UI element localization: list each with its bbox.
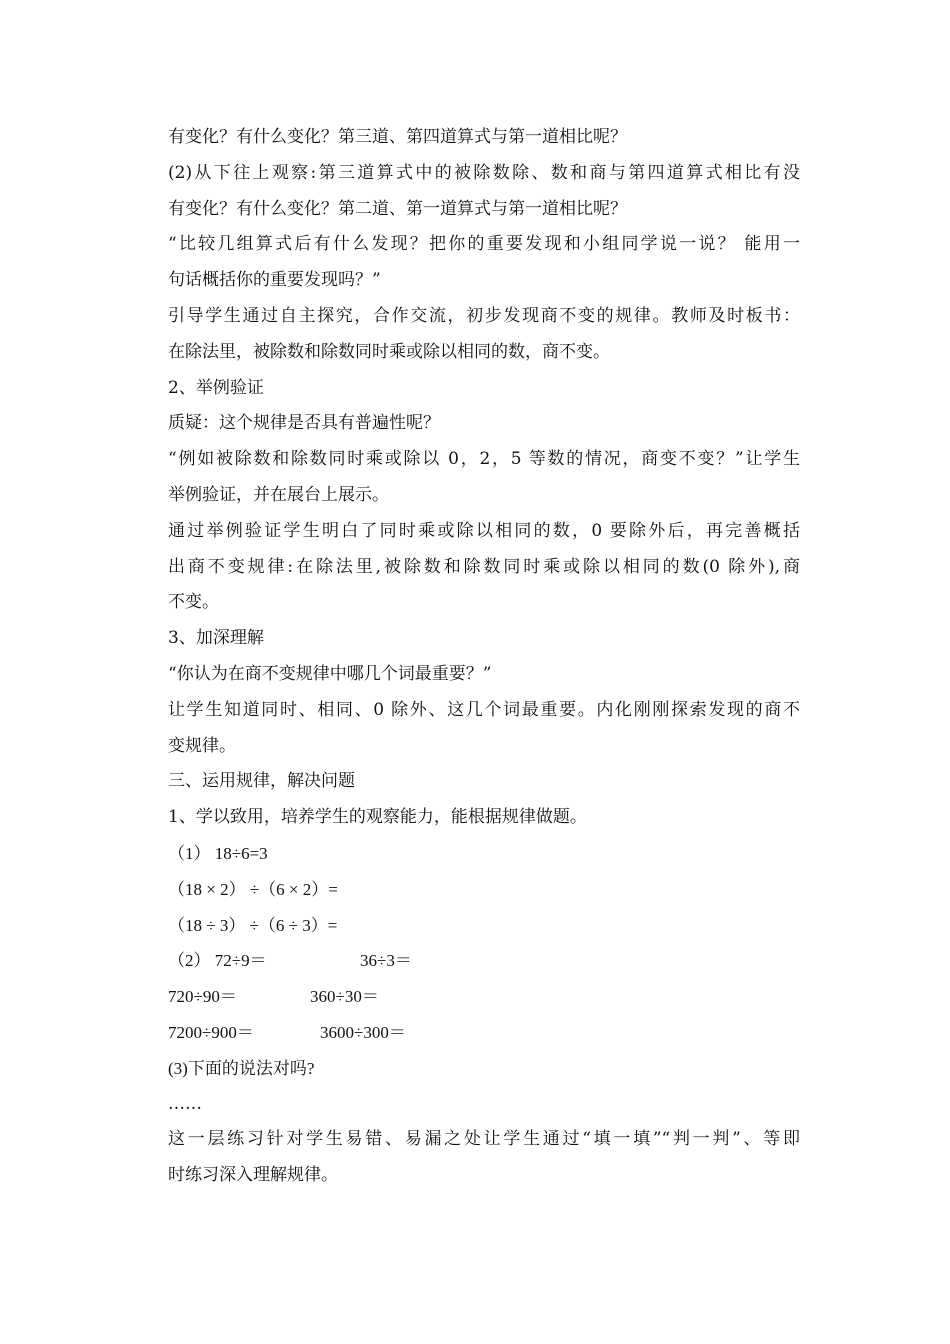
paragraph-line: 时练习深入理解规律。 xyxy=(168,1165,338,1186)
math-exercise-row xyxy=(168,979,800,1015)
ellipsis: …… xyxy=(168,1093,202,1114)
paragraph-line: 在除法里，被除数和除数同时乘或除以相同的数，商不变。 xyxy=(168,341,610,362)
paragraph-line: “你认为在商不变规律中哪几个词最重要？” xyxy=(168,663,492,684)
math-exercise: （18 × 2） ÷（6 × 2）= xyxy=(168,879,338,899)
paragraph-line: 有变化？有什么变化？第三道、第四道算式与第一道相比呢？ xyxy=(168,127,627,147)
math-exercise: （2） 72÷9＝ xyxy=(168,951,267,971)
section-heading: 2、举例验证 xyxy=(168,377,264,398)
math-exercise: 3600÷300＝ xyxy=(320,1022,406,1042)
math-exercise-row xyxy=(168,1015,800,1051)
paragraph-line: 这一层练习针对学生易错、易漏之处让学生通过“填一填”“判一判”、等即 xyxy=(168,1129,800,1150)
math-exercise: （1） 18÷6=3 xyxy=(168,843,268,863)
paragraph-line: “比较几组算式后有什么发现？把你的重要发现和小组同学说一说？ 能用一 xyxy=(168,234,800,255)
paragraph-line: 有变化？有什么变化？第二道、第一道算式与第一道相比呢？ xyxy=(168,198,627,219)
paragraph-line: “例如被除数和除数同时乘或除以 0，2，5 等数的情况，商变不变？”让学生 xyxy=(168,449,800,470)
section-heading: 3、加深理解 xyxy=(168,628,264,649)
math-exercise: 360÷30＝ xyxy=(310,987,379,1007)
paragraph-line: 不变。 xyxy=(168,592,219,613)
paragraph-line: 质疑：这个规律是否具有普遍性呢？ xyxy=(168,413,440,434)
math-exercise-row xyxy=(168,943,800,979)
math-exercise: (3)下面的说法对吗? xyxy=(168,1058,315,1078)
math-exercise: 720÷90＝ xyxy=(168,987,237,1007)
math-exercise: （18 ÷ 3） ÷（6 ÷ 3）= xyxy=(168,915,338,935)
paragraph-line: 1、学以致用，培养学生的观察能力，能根据规律做题。 xyxy=(168,807,587,828)
paragraph-line: 句话概括你的重要发现吗？” xyxy=(168,270,381,291)
paragraph-line: 出商不变规律:在除法里,被除数和除数同时乘或除以相同的数(0 除外),商 xyxy=(168,556,800,577)
math-exercise: 7200÷900＝ xyxy=(168,1022,254,1042)
paragraph-line: 通过举例验证学生明白了同时乘或除以相同的数，0 要除外后，再完善概括 xyxy=(168,520,800,541)
paragraph-line: 举例验证，并在展台上展示。 xyxy=(168,484,389,505)
paragraph-line: (2)从下往上观察:第三道算式中的被除数除、数和商与第四道算式相比有没 xyxy=(168,162,800,183)
document-body xyxy=(168,120,800,1194)
paragraph-line: 变规律。 xyxy=(168,735,236,756)
section-heading: 三、运用规律，解决问题 xyxy=(168,771,355,792)
math-exercise: 36÷3＝ xyxy=(360,951,412,971)
paragraph-line: 让学生知道同时、相同、0 除外、这几个词最重要。内化刚刚探索发现的商不 xyxy=(168,699,800,720)
paragraph-line: 引导学生通过自主探究，合作交流，初步发现商不变的规律。教师及时板书： xyxy=(168,305,800,326)
